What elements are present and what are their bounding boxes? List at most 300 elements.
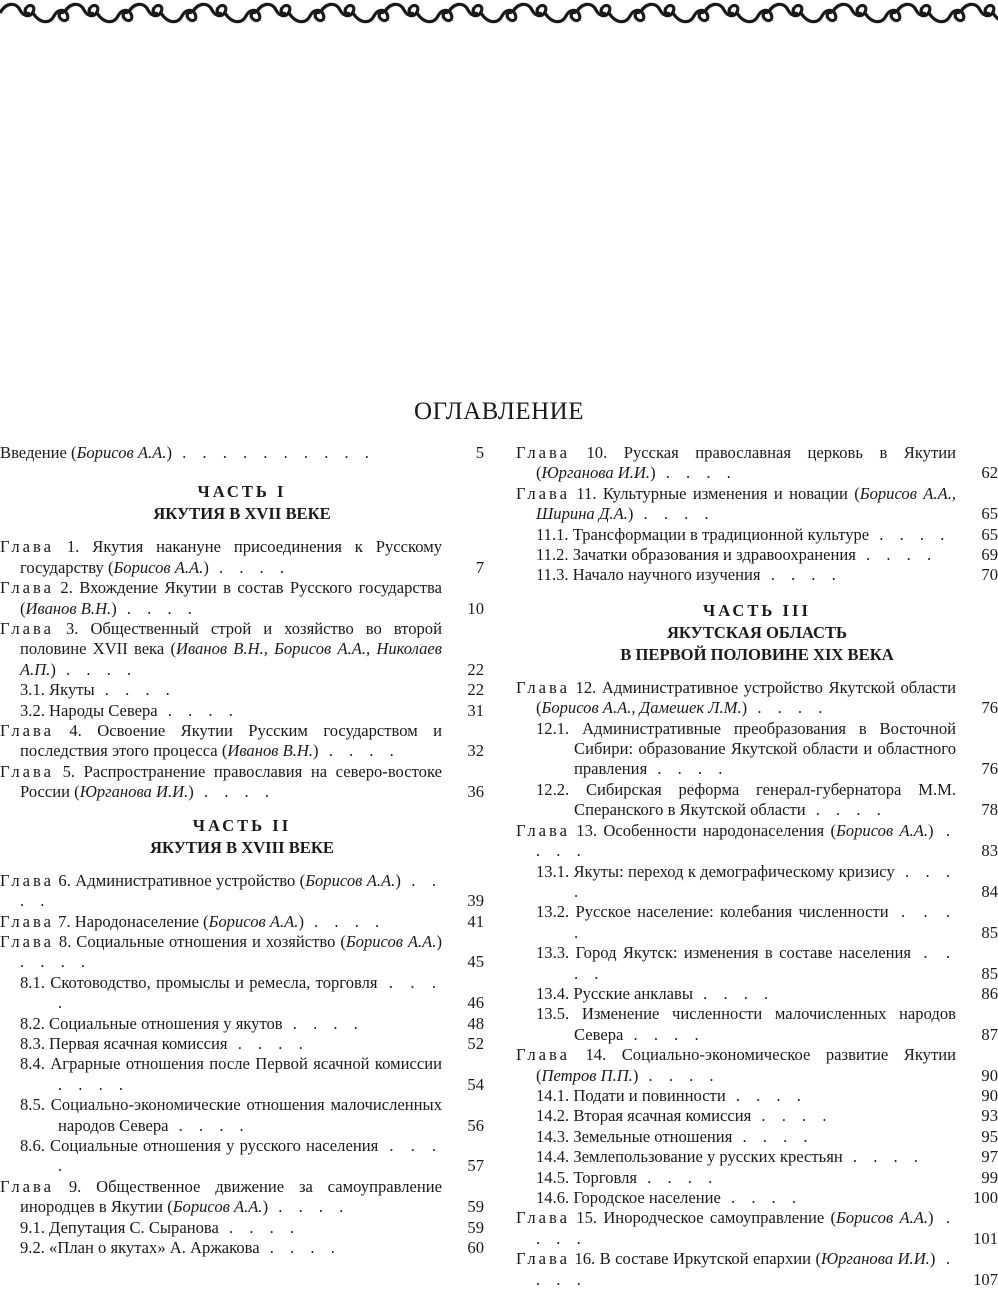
- entry-title: Землепользование у русских крестьян: [573, 1147, 843, 1167]
- page-number: 7: [475, 557, 484, 577]
- page-number: 90: [981, 1065, 998, 1085]
- toc-section-entry[interactable]: [0, 973, 484, 1014]
- toc-entry-text: [516, 1147, 956, 1167]
- entry-author: Борисов А.А., Дамешек Л.М.: [541, 698, 742, 718]
- dot-leader: . . . .: [58, 1135, 443, 1176]
- toc-section-entry[interactable]: [0, 680, 484, 700]
- page-number: 84: [981, 881, 998, 901]
- chapter-label: Глава: [0, 911, 54, 931]
- page-number: 97: [981, 1147, 998, 1167]
- page-number: 62: [981, 463, 998, 483]
- page-number: 32: [467, 741, 484, 761]
- entry-title: Административное устройство Якутской области: [601, 677, 956, 697]
- entry-number: 11.2.: [536, 545, 569, 565]
- toc-section-entry[interactable]: [0, 1014, 484, 1034]
- toc-chapter-entry[interactable]: [0, 619, 484, 680]
- entry-title: Социальные отношения у якутов: [49, 1013, 283, 1033]
- toc-entry-text: [0, 1218, 442, 1238]
- entry-number: 13.: [576, 820, 598, 840]
- entry-number: 9.2.: [20, 1238, 45, 1257]
- entry-author: Иванов В.Н.: [25, 598, 112, 618]
- entry-number: 9.1.: [20, 1217, 45, 1237]
- chapter-label: Глава: [0, 1176, 54, 1196]
- page-number: 46: [467, 993, 484, 1013]
- toc-chapter-entry[interactable]: [0, 537, 484, 578]
- page-number: 95: [981, 1126, 998, 1146]
- part-name-line2: В ПЕРВОЙ ПОЛОВИНЕ XIX ВЕКА: [620, 644, 894, 664]
- dot-leader: . . . .: [574, 902, 957, 942]
- entry-number: 4.: [69, 721, 82, 741]
- page-number: 76: [981, 759, 998, 779]
- entry-number: 8.1.: [20, 972, 45, 992]
- dot-leader: . . . .: [55, 659, 138, 679]
- entry-author: Юрганова И.И.: [821, 1249, 930, 1269]
- page-number: 99: [981, 1167, 998, 1187]
- toc-entry-text: [0, 1238, 442, 1258]
- toc-chapter-entry[interactable]: [0, 721, 484, 762]
- entry-number: 11.: [576, 483, 597, 503]
- dot-leader: . . . .: [116, 598, 198, 618]
- entry-number: 8.: [58, 931, 72, 951]
- toc-intro-entry[interactable]: [0, 443, 484, 463]
- toc-left-column: [0, 443, 484, 1258]
- toc-entry-text: [516, 1127, 956, 1147]
- toc-section-entry[interactable]: [516, 565, 998, 585]
- toc-entry-text: Глава 1. Якутия накануне присоединения к Русскому государству (Борисов А.А.) . . . .: [0, 537, 442, 577]
- entry-number: 15.: [576, 1208, 598, 1228]
- toc-section-entry[interactable]: [0, 1095, 484, 1136]
- entry-title: Культурные изменения и новации: [602, 483, 848, 503]
- chapter-label: Глава: [516, 1208, 570, 1228]
- entry-number: 3.2.: [20, 700, 45, 720]
- toc-entry-text: Глава 7. Народонаселение (Борисов А.А.) . . . .: [0, 911, 386, 931]
- entry-number: 14.1.: [536, 1085, 570, 1105]
- toc-section-entry[interactable]: [516, 902, 998, 943]
- entry-title: Город Якутск: изменения в составе населения: [575, 943, 912, 963]
- part-number: ЧАСТЬ III: [703, 600, 811, 620]
- toc-entry-text: Глава 16. В составе Иркутской епархии (Юрганова И.И.) . . . .: [516, 1249, 956, 1289]
- entry-author: Юрганова И.И.: [79, 782, 189, 802]
- entry-title: Русские анклавы: [573, 983, 693, 1003]
- entry-number: 13.1.: [536, 861, 570, 881]
- entry-title: Торговля: [573, 1167, 638, 1187]
- entry-number: 8.6.: [20, 1135, 45, 1155]
- dot-leader: . . . .: [693, 983, 775, 1003]
- page-number: 36: [467, 782, 484, 802]
- toc-section-entry[interactable]: [0, 701, 484, 721]
- toc-section-entry[interactable]: [516, 1127, 998, 1147]
- entry-number: 8.2.: [20, 1013, 45, 1033]
- page-number: 22: [467, 680, 484, 700]
- part-heading: [516, 600, 998, 666]
- entry-author: Борисов А.А.: [172, 1197, 263, 1217]
- chapter-label: Глава: [516, 677, 570, 697]
- part-heading: [0, 481, 484, 525]
- toc-chapter-entry[interactable]: [0, 578, 484, 619]
- dot-leader: . . . .: [751, 1106, 833, 1126]
- dot-leader: . . . .: [655, 463, 737, 483]
- entry-title: Якутия накануне присоединения к Русскому государству: [20, 537, 442, 577]
- chapter-label: Глава: [0, 761, 54, 781]
- entry-author: Борисов А.А.: [76, 443, 167, 462]
- toc-entry-text: Глава 5. Распространение православия на северо-востоке России (Юрганова И.И.) . . . .: [0, 761, 442, 802]
- toc-entry-text: [516, 862, 956, 903]
- toc-section-entry[interactable]: [0, 1238, 484, 1258]
- chapter-label: Глава: [516, 820, 570, 840]
- toc-chapter-entry[interactable]: [516, 1045, 998, 1086]
- dot-leader: . . . .: [20, 952, 92, 972]
- entry-author: Борисов А.А.: [836, 820, 929, 840]
- toc-entry-text: [516, 780, 956, 821]
- chapter-label: Глава: [0, 721, 54, 741]
- toc-section-entry[interactable]: [516, 1086, 998, 1106]
- entry-author: Борисов А.А.: [345, 931, 437, 951]
- dot-leader: . . . .: [637, 1167, 719, 1187]
- entry-title: Трансформации в традиционной культуре: [572, 524, 870, 544]
- page-number: 90: [981, 1085, 998, 1105]
- page-number: 56: [467, 1115, 484, 1135]
- entry-title: Изменение численности малочисленных народов Севера: [574, 1004, 956, 1044]
- entry-author: Иванов В.Н., Борисов А.А., Николаев А.П.: [20, 639, 442, 679]
- page-number: 83: [981, 841, 998, 861]
- toc-entry-text: [516, 1086, 956, 1106]
- entry-title: Депутация С. Сыранова: [49, 1217, 219, 1237]
- entry-title: Введение: [0, 443, 67, 462]
- page-number: 41: [467, 911, 484, 931]
- entry-title: Русская православная церковь в Якутии: [623, 443, 956, 462]
- toc-entry-text: [0, 1034, 442, 1054]
- entry-number: 14.: [585, 1045, 607, 1065]
- toc-section-entry[interactable]: [516, 862, 998, 903]
- toc-entry-text: [516, 1106, 956, 1126]
- chapter-label: Глава: [0, 619, 54, 639]
- entry-title: Первая ясачная комиссия: [49, 1033, 228, 1053]
- page-number: 65: [981, 504, 998, 524]
- dot-leader: . . . .: [536, 1249, 956, 1289]
- entry-title: В составе Иркутской епархии: [599, 1249, 812, 1269]
- page-number: 100: [973, 1188, 998, 1207]
- page-number: 45: [467, 952, 484, 972]
- entry-title: Городское население: [573, 1188, 721, 1207]
- entry-title: Подати и повинности: [573, 1085, 726, 1105]
- entry-author: Борисов А.А., Ширина Д.А.: [536, 483, 956, 524]
- entry-title: Вхождение Якутии в состав Русского государства: [79, 578, 442, 598]
- page-number: 65: [981, 524, 998, 544]
- page-number: 10: [467, 598, 484, 618]
- entry-number: 6.: [58, 870, 71, 890]
- toc-section-entry[interactable]: [516, 1168, 998, 1188]
- toc-entry-text: Глава 3. Общественный строй и хозяйство во второй половине XVII века (Иванов В.Н., Борисов А.А., Николаев А.П.) . . . .: [0, 619, 442, 679]
- toc-entry-text: Глава 10. Русская православная церковь в Якутии (Юрганова И.И.) . . . .: [516, 443, 956, 483]
- entry-author: Петров П.П.: [541, 1065, 633, 1085]
- toc-chapter-entry[interactable]: [516, 443, 998, 484]
- entry-title: Инородческое самоуправление: [603, 1208, 825, 1228]
- entry-title: Общественное движение за самоуправление инородцев в Якутии: [20, 1176, 443, 1217]
- toc-section-entry[interactable]: [516, 1106, 998, 1126]
- dot-leader: . . . .: [842, 1147, 924, 1167]
- toc-chapter-entry[interactable]: [516, 678, 998, 719]
- chapter-label: Глава: [516, 483, 570, 503]
- entry-title: Социальные отношения у русского населения: [50, 1135, 379, 1155]
- page-number: 93: [981, 1106, 998, 1126]
- toc-section-entry[interactable]: [516, 719, 998, 780]
- dot-leader: . . . .: [208, 557, 291, 577]
- dot-leader: . . . .: [647, 759, 729, 779]
- dot-leader: . . . .: [720, 1188, 803, 1207]
- page-number: 60: [467, 1238, 484, 1257]
- dot-leader: . . . .: [536, 1208, 956, 1248]
- toc-section-entry[interactable]: [516, 984, 998, 1004]
- entry-number: 14.2.: [536, 1106, 570, 1126]
- toc-section-entry[interactable]: [516, 943, 998, 984]
- toc-right-column: [516, 443, 998, 1290]
- toc-entry-text: [516, 943, 956, 984]
- entry-title: Начало научного изучения: [572, 565, 761, 585]
- dot-leader: . . . .: [168, 1115, 250, 1135]
- entry-title: Социально-экономическое развитие Якутии: [621, 1045, 956, 1065]
- entry-title: Социальные отношения и хозяйство: [76, 931, 336, 951]
- dot-leader: . . . .: [94, 680, 176, 700]
- entry-author: Борисов А.А.: [113, 557, 204, 577]
- dot-leader: . . . .: [574, 943, 956, 983]
- page-number: 86: [981, 983, 998, 1003]
- toc-entry-text: [516, 525, 956, 545]
- toc-chapter-entry[interactable]: [0, 912, 484, 932]
- part-name: ЯКУТИЯ В XVII ВЕКЕ: [153, 504, 331, 524]
- toc-entry-text: [516, 1168, 956, 1188]
- part-heading: [0, 815, 484, 859]
- page-number: 59: [467, 1217, 484, 1237]
- page-number: 22: [467, 659, 484, 679]
- page-number: 48: [467, 1013, 484, 1033]
- toc-entry-text: Глава 15. Инородческое самоуправление (Борисов А.А.) . . . .: [516, 1208, 956, 1248]
- dot-leader: . . . .: [638, 1065, 720, 1085]
- entry-title: Вторая ясачная комиссия: [573, 1106, 752, 1126]
- toc-entry-text: [0, 1095, 442, 1136]
- dot-leader: . . . .: [805, 800, 887, 820]
- toc-entry-text: Глава 6. Административное устройство (Борисов А.А.) . . . .: [0, 870, 442, 911]
- dot-leader: . . . .: [20, 870, 442, 911]
- page-number: 70: [981, 565, 998, 585]
- toc-entry-text: [516, 565, 956, 585]
- top-ornament-border: [0, 0, 998, 26]
- entry-number: 14.6.: [536, 1188, 570, 1207]
- page-number: 52: [467, 1033, 484, 1053]
- toc-entry-text: [516, 719, 956, 780]
- entry-title: Русское население: колебания численности: [575, 902, 889, 922]
- toc-entry-text: Глава 11. Культурные изменения и новации (Борисов А.А., Ширина Д.А.) . . . .: [516, 483, 956, 524]
- entry-author: Иванов В.Н.: [227, 741, 314, 761]
- entry-title: Сибирская реформа генерал-губернатора М.М. Сперанского в Якутской области: [574, 779, 956, 820]
- chapter-label: Глава: [516, 443, 570, 462]
- chapter-label: Глава: [0, 870, 54, 890]
- entry-title: Якуты: переход к демографическому кризису: [573, 861, 895, 881]
- entry-number: 13.2.: [536, 902, 570, 922]
- entry-author: Борисов А.А.: [305, 870, 396, 890]
- dot-leader: . . . .: [58, 972, 443, 1013]
- dot-leader: . . . .: [157, 700, 239, 720]
- toc-entry-text: Глава 9. Общественное движение за самоуправление инородцев в Якутии (Борисов А.А.) . . . .: [0, 1176, 443, 1217]
- toc-entry-text: [0, 1054, 442, 1095]
- chapter-label: Глава: [0, 931, 54, 951]
- toc-section-entry[interactable]: [516, 1004, 998, 1045]
- page-number: 54: [467, 1074, 484, 1094]
- toc-section-entry[interactable]: [0, 1136, 484, 1177]
- toc-entry-text: Введение (Борисов А.А.) . . . . . . . . . .: [0, 443, 375, 462]
- dot-leader: . . . .: [218, 1217, 301, 1237]
- toc-section-entry[interactable]: [516, 1147, 998, 1167]
- entry-title: Распространение православия на северо-востоке России: [20, 761, 442, 802]
- toc-section-entry[interactable]: [0, 1054, 484, 1095]
- part-name-line1: ЯКУТСКАЯ ОБЛАСТЬ: [666, 622, 848, 642]
- entry-number: 13.3.: [536, 943, 570, 963]
- toc-entry-text: Глава 13. Особенности народонаселения (Борисов А.А.) . . . .: [516, 820, 956, 861]
- toc-entry-text: [0, 973, 442, 1014]
- entry-number: 2.: [60, 578, 73, 598]
- toc-entry-text: Глава 14. Социально-экономическое развитие Якутии (Петров П.П.) . . . .: [516, 1045, 956, 1085]
- dot-leader: . . . .: [303, 911, 386, 931]
- dot-leader: . . . .: [855, 545, 938, 565]
- entry-title: Социально-экономические отношения малочисленных народов Севера: [50, 1095, 442, 1135]
- entry-number: 8.5.: [20, 1095, 45, 1115]
- dot-leader: . . . .: [633, 504, 715, 524]
- page-number: 78: [981, 800, 998, 820]
- entry-title: Якуты: [49, 680, 95, 700]
- page-number: 87: [981, 1024, 998, 1044]
- toc-entry-text: [0, 1014, 442, 1034]
- toc-chapter-entry[interactable]: [516, 484, 998, 525]
- dot-leader: . . . .: [58, 1074, 130, 1094]
- toc-chapter-entry[interactable]: [0, 932, 484, 973]
- page-number: 31: [467, 700, 484, 720]
- chapter-label: Глава: [0, 578, 54, 598]
- chapter-label: Глава: [516, 1249, 570, 1269]
- dot-leader: . . . .: [574, 861, 957, 901]
- entry-number: 12.1.: [536, 718, 570, 738]
- entry-number: 3.1.: [20, 680, 45, 700]
- entry-number: 3.: [65, 619, 79, 639]
- page-number: 85: [981, 922, 998, 942]
- entry-number: 11.3.: [536, 565, 569, 585]
- entry-number: 12.: [575, 677, 597, 697]
- page-number: 85: [981, 963, 998, 983]
- toc-entry-text: [516, 984, 956, 1004]
- entry-number: 16.: [574, 1249, 596, 1269]
- dot-leader: . . . .: [623, 1024, 705, 1044]
- entry-title: Административные преобразования в Восточной Сибири: образование Якутской области и областного правления: [574, 718, 956, 779]
- entry-number: 8.4.: [20, 1054, 45, 1074]
- toc-entry-text: [516, 545, 956, 565]
- toc-chapter-entry[interactable]: [516, 821, 998, 862]
- dot-leader: . . . .: [725, 1085, 807, 1105]
- entry-number: 1.: [66, 537, 80, 557]
- toc-section-entry[interactable]: [516, 780, 998, 821]
- dot-leader: . . . .: [869, 524, 951, 544]
- entry-title: «План о якутах» А. Аржакова: [49, 1238, 260, 1257]
- entry-number: 7.: [58, 911, 71, 931]
- toc-entry-text: [0, 680, 442, 700]
- entry-author: Юрганова И.И.: [541, 463, 651, 483]
- toc-entry-text: Глава 8. Социальные отношения и хозяйство (Борисов А.А.) . . . .: [0, 931, 442, 972]
- dot-leader: . . . .: [268, 1197, 350, 1217]
- toc-section-entry[interactable]: [0, 1034, 484, 1054]
- toc-section-entry[interactable]: [0, 1218, 484, 1238]
- entry-author: Борисов А.А.: [208, 911, 299, 931]
- toc-section-entry[interactable]: [516, 525, 998, 545]
- entry-title: Зачатки образования и здравоохранения: [572, 545, 856, 565]
- dot-leader: . . . .: [282, 1013, 364, 1033]
- entry-number: 14.4.: [536, 1147, 570, 1167]
- part-name: ЯКУТИЯ В XVIII ВЕКЕ: [150, 837, 334, 857]
- entry-number: 13.4.: [536, 983, 570, 1003]
- toc-entry-text: Глава 2. Вхождение Якутии в состав Русского государства (Иванов В.Н.) . . . .: [0, 578, 442, 618]
- toc-entry-text: [516, 1004, 956, 1045]
- dot-leader: . . . .: [318, 741, 400, 761]
- entry-title: Административное устройство: [75, 870, 296, 890]
- entry-title: Особенности народонаселения: [603, 820, 825, 840]
- entry-number: 8.3.: [20, 1033, 45, 1053]
- entry-author: Борисов А.А.: [836, 1208, 929, 1228]
- toc-chapter-entry[interactable]: [0, 762, 484, 803]
- toc-section-entry[interactable]: [516, 545, 998, 565]
- entry-number: 10.: [586, 443, 608, 462]
- page-number: 101: [973, 1228, 998, 1248]
- part-number: ЧАСТЬ II: [192, 815, 292, 835]
- entry-title: Скотоводство, промыслы и ремесла, торговля: [50, 972, 378, 992]
- entry-number: 14.3.: [536, 1126, 570, 1146]
- page-number: 57: [467, 1156, 484, 1176]
- toc-section-entry[interactable]: [516, 1188, 998, 1208]
- toc-chapter-entry[interactable]: [516, 1208, 998, 1249]
- dot-leader: . . . .: [747, 698, 829, 718]
- entry-number: 5.: [62, 761, 76, 781]
- dot-leader: . . . .: [193, 782, 275, 802]
- dot-leader: . . . .: [259, 1238, 341, 1257]
- page-number: 76: [981, 698, 998, 718]
- page-number: 59: [467, 1197, 484, 1217]
- entry-number: 12.2.: [536, 779, 570, 799]
- toc-entry-text: [0, 1136, 442, 1177]
- page-number: 69: [981, 545, 998, 565]
- toc-chapter-entry[interactable]: [516, 1249, 998, 1290]
- dot-leader: . . . .: [732, 1126, 814, 1146]
- page-number: 5: [475, 443, 484, 462]
- dot-leader: . . . .: [536, 820, 956, 861]
- entry-title: Народы Севера: [49, 700, 158, 720]
- entry-title: Земельные отношения: [573, 1126, 733, 1146]
- dot-leader: . . . .: [760, 565, 842, 585]
- toc-entry-text: [516, 902, 956, 943]
- page-number: 39: [467, 891, 484, 911]
- entry-title: Аграрные отношения после Первой ясачной комиссии: [50, 1054, 442, 1074]
- part-number: ЧАСТЬ I: [197, 482, 287, 502]
- toc-entry-text: [0, 701, 442, 721]
- entry-number: 11.1.: [536, 524, 569, 544]
- entry-title: Освоение Якутии Русским государством и последствия этого процесса: [20, 721, 442, 761]
- toc-entry-text: Глава 4. Освоение Якутии Русским государством и последствия этого процесса (Иванов В.Н.) . . . .: [0, 721, 442, 761]
- toc-chapter-entry[interactable]: [0, 871, 484, 912]
- dot-leader: . . . .: [227, 1033, 309, 1053]
- entry-title: Народонаселение: [74, 911, 199, 931]
- entry-number: 13.5.: [536, 1004, 570, 1024]
- toc-title: ОГЛАВЛЕНИЕ: [414, 398, 584, 425]
- chapter-label: Глава: [0, 537, 54, 557]
- entry-title: Общественный строй и хозяйство во второй половине XVII века: [20, 619, 442, 659]
- toc-chapter-entry[interactable]: [0, 1177, 484, 1218]
- entry-number: 9.: [68, 1176, 82, 1196]
- toc-entry-text: Глава 12. Административное устройство Якутской области (Борисов А.А., Дамешек Л.М.) . . . .: [516, 677, 956, 718]
- chapter-label: Глава: [516, 1045, 570, 1065]
